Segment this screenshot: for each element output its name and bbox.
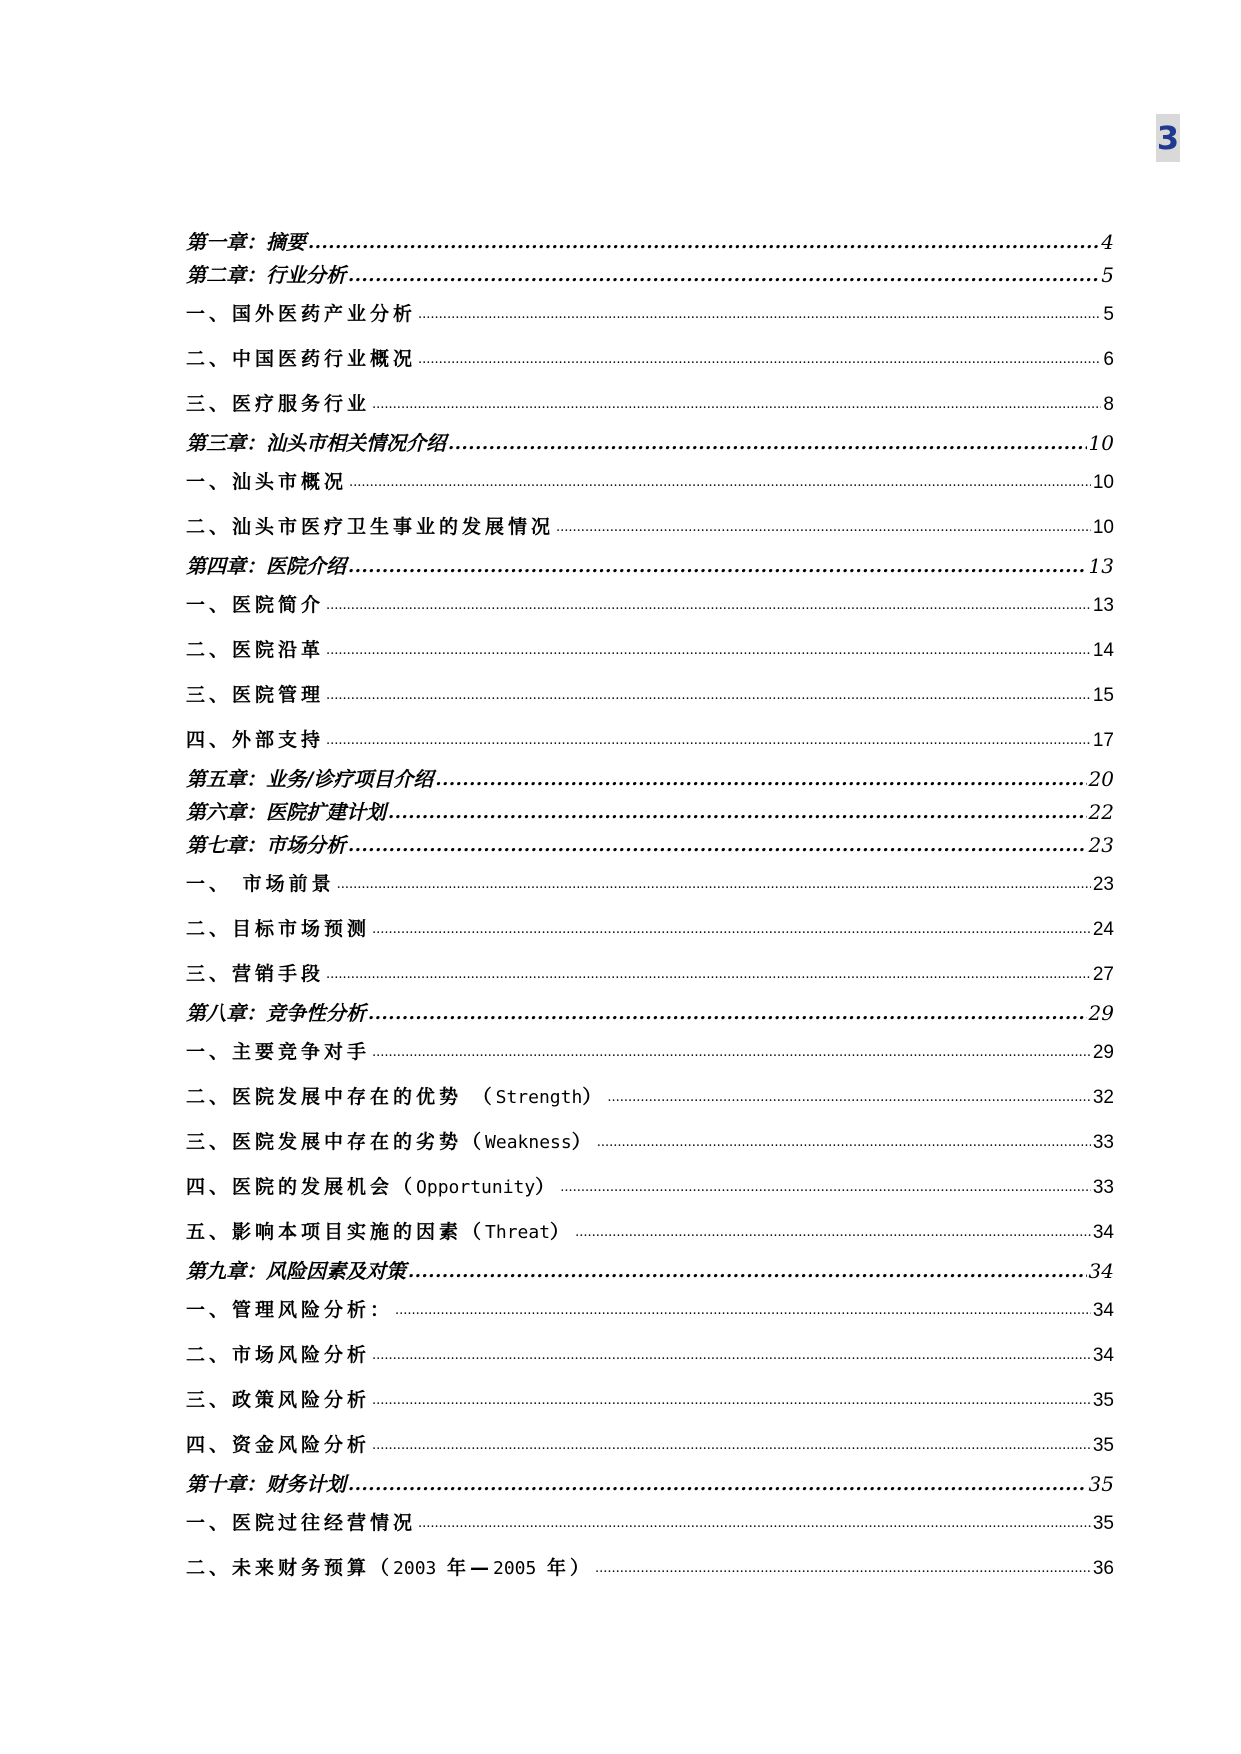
toc-leader-dots [348,1468,1087,1501]
toc-entry-label: 二、中国医药行业概况 [186,348,417,370]
toc-entry-page: 35 [1092,1435,1114,1456]
toc-entry-page: 4 [1101,230,1114,254]
toc-leader-dots [575,1210,1091,1255]
toc-entry-page: 29 [1088,1001,1114,1025]
toc-section-entry[interactable] [186,1165,1114,1210]
toc-entry-page: 10 [1088,431,1114,455]
toc-leader-dots [372,1378,1091,1423]
toc-entry-label: 一、主要竞争对手 [186,1041,371,1063]
toc-section-entry[interactable] [186,1120,1114,1165]
toc-entry-label: 二、市场风险分析 [186,1344,371,1366]
toc-leader-dots [418,1501,1091,1546]
page-number: 3 [1156,114,1180,162]
toc-chapter-entry[interactable] [186,226,1114,259]
toc-leader-dots [408,1255,1087,1288]
toc-entry-page: 34 [1092,1300,1114,1321]
toc-leader-dots [418,292,1101,337]
toc-entry-label: 一、国外医药产业分析 [186,303,417,325]
toc-chapter-entry[interactable] [186,796,1114,829]
toc-section-entry[interactable] [186,1501,1114,1546]
toc-entry-page: 34 [1088,1259,1114,1283]
toc-leader-dots [337,862,1091,907]
toc-chapter-entry[interactable] [186,1468,1114,1501]
toc-leader-dots [368,997,1087,1030]
toc-entry-page: 14 [1092,640,1114,661]
toc-entry-label: 三、医院发展中存在的劣势（Weakness） [186,1131,595,1153]
toc-entry-page: 20 [1088,767,1114,791]
toc-leader-dots [556,505,1091,550]
toc-chapter-entry[interactable] [186,763,1114,796]
toc-leader-dots [372,907,1091,952]
toc-leader-dots [348,550,1087,583]
toc-chapter-entry[interactable] [186,427,1114,460]
toc-entry-label: 二、目标市场预测 [186,918,371,940]
toc-leader-dots [435,763,1086,796]
toc-entry-page: 5 [1101,263,1114,287]
toc-entry-page: 36 [1092,1558,1114,1579]
toc-leader-dots [560,1165,1091,1210]
toc-leader-dots [372,1423,1091,1468]
toc-entry-page: 17 [1092,730,1114,751]
toc-entry-label: 四、医院的发展机会（Opportunity） [186,1176,559,1198]
toc-leader-dots [372,1333,1091,1378]
toc-entry-label: 第二章：行业分析 [186,263,346,287]
toc-leader-dots [326,718,1091,763]
toc-section-entry[interactable] [186,382,1114,427]
toc-entry-label: 一、管理风险分析： [186,1299,394,1321]
toc-leader-dots [418,337,1101,382]
toc-leader-dots [372,382,1101,427]
toc-entry-label: 第七章：市场分析 [186,833,346,857]
toc-section-entry[interactable] [186,1075,1114,1120]
toc-section-entry[interactable] [186,1288,1114,1333]
toc-chapter-entry[interactable] [186,259,1114,292]
toc-entry-page: 29 [1092,1042,1114,1063]
toc-entry-label: 第十章：财务计划 [186,1472,346,1496]
toc-leader-dots [607,1075,1091,1120]
toc-leader-dots [595,1546,1091,1591]
toc-entry-label: 第三章：汕头市相关情况介绍 [186,431,446,455]
toc-leader-dots [308,226,1099,259]
toc-leader-dots [349,460,1091,505]
toc-section-entry[interactable] [186,505,1114,550]
toc-chapter-entry[interactable] [186,1255,1114,1288]
toc-entry-page: 8 [1103,394,1114,415]
toc-section-entry[interactable] [186,1210,1114,1255]
toc-leader-dots [597,1120,1091,1165]
toc-section-entry[interactable] [186,1030,1114,1075]
toc-entry-page: 23 [1088,833,1114,857]
toc-entry-page: 10 [1092,517,1114,538]
toc-entry-page: 6 [1103,349,1114,370]
toc-section-entry[interactable] [186,292,1114,337]
toc-entry-label: 一、医院过往经营情况 [186,1512,417,1534]
toc-entry-page: 27 [1092,964,1114,985]
toc-entry-page: 35 [1092,1513,1114,1534]
toc-leader-dots [448,427,1087,460]
toc-entry-page: 13 [1092,595,1114,616]
toc-entry-page: 33 [1092,1177,1114,1198]
toc-entry-label: 三、营销手段 [186,963,325,985]
toc-entry-label: 第六章：医院扩建计划 [186,800,386,824]
toc-entry-page: 24 [1092,919,1114,940]
toc-entry-label: 一、 市场前景 [186,873,335,895]
toc-entry-label: 五、影响本项目实施的因素（Threat） [186,1221,574,1243]
toc-entry-label: 一、汕头市概况 [186,471,348,493]
toc-section-entry[interactable] [186,952,1114,997]
toc-entry-label: 四、资金风险分析 [186,1434,371,1456]
toc-chapter-entry[interactable] [186,997,1114,1030]
toc-section-entry[interactable] [186,673,1114,718]
toc-leader-dots [326,628,1091,673]
toc-entry-label: 二、医院发展中存在的优势 （Strength） [186,1086,606,1108]
toc-entry-page: 22 [1088,800,1114,824]
toc-entry-page: 5 [1103,304,1114,325]
toc-leader-dots [348,259,1099,292]
toc-section-entry[interactable] [186,1333,1114,1378]
toc-leader-dots [372,1030,1091,1075]
toc-section-entry[interactable] [186,1378,1114,1423]
toc-section-entry[interactable] [186,1546,1114,1591]
toc-entry-label: 四、外部支持 [186,729,325,751]
toc-section-entry[interactable] [186,1423,1114,1468]
toc-entry-page: 35 [1092,1390,1114,1411]
toc-entry-label: 三、医院管理 [186,684,325,706]
toc-entry-page: 23 [1092,874,1114,895]
toc-entry-label: 第四章：医院介绍 [186,554,346,578]
toc-entry-page: 13 [1088,554,1114,578]
toc-entry-page: 33 [1092,1132,1114,1153]
toc-entry-label: 二、汕头市医疗卫生事业的发展情况 [186,516,555,538]
toc-leader-dots [348,829,1087,862]
toc-chapter-entry[interactable] [186,550,1114,583]
toc-section-entry[interactable] [186,583,1114,628]
toc-entry-label: 一、医院简介 [186,594,325,616]
table-of-contents [186,226,1114,1591]
toc-entry-label: 三、医疗服务行业 [186,393,371,415]
toc-chapter-entry[interactable] [186,829,1114,862]
toc-entry-page: 10 [1092,472,1114,493]
toc-section-entry[interactable] [186,718,1114,763]
toc-section-entry[interactable] [186,337,1114,382]
toc-section-entry[interactable] [186,907,1114,952]
toc-entry-label: 三、政策风险分析 [186,1389,371,1411]
toc-entry-page: 34 [1092,1345,1114,1366]
toc-leader-dots [326,673,1091,718]
toc-entry-page: 34 [1092,1222,1114,1243]
toc-section-entry[interactable] [186,460,1114,505]
toc-entry-label: 第五章：业务/诊疗项目介绍 [186,767,434,791]
toc-section-entry[interactable] [186,628,1114,673]
toc-entry-label: 二、医院沿革 [186,639,325,661]
toc-leader-dots [326,952,1091,997]
toc-leader-dots [326,583,1091,628]
toc-entry-page: 35 [1088,1472,1114,1496]
toc-entry-page: 15 [1092,685,1114,706]
toc-leader-dots [395,1288,1091,1333]
toc-leader-dots [388,796,1087,829]
toc-entry-label: 第八章：竞争性分析 [186,1001,366,1025]
toc-entry-label: 第一章：摘要 [186,230,306,254]
toc-section-entry[interactable] [186,862,1114,907]
toc-entry-label: 第九章：风险因素及对策 [186,1259,406,1283]
toc-entry-page: 32 [1092,1087,1114,1108]
toc-entry-label: 二、未来财务预算（2003 年—2005 年） [186,1557,593,1579]
